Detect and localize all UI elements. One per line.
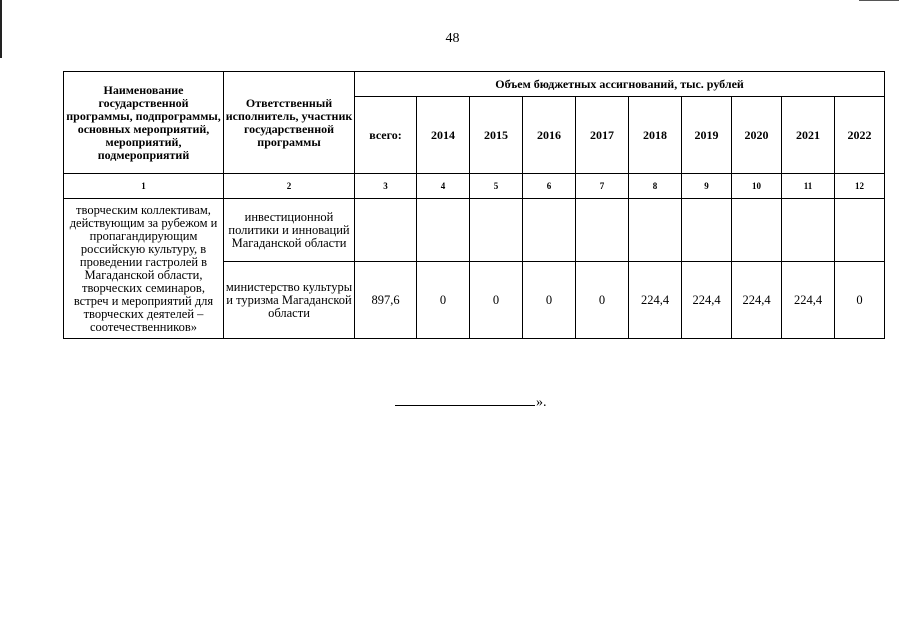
page-number: 48 [445,31,460,46]
header-year: 2018 [629,97,682,174]
scan-top-mark [859,0,899,1]
signature-rule [395,405,535,406]
column-number: 1 [64,174,224,199]
budget-table [63,71,885,339]
column-number: 3 [355,174,417,199]
value-cell [732,199,782,262]
value-cell: 224,4 [682,262,732,339]
value-cell: 224,4 [732,262,782,339]
value-cell: 0 [523,262,576,339]
executor-cell: инвестиционной политики и инноваций Магаданской области [224,199,355,262]
header-year: 2017 [576,97,629,174]
column-number: 10 [732,174,782,199]
closing-line [395,395,547,411]
column-number: 11 [782,174,835,199]
column-number-row [64,174,885,199]
value-cell [835,199,885,262]
value-cell [470,199,523,262]
header-budget-group: Объем бюджетных ассигнований, тыс. рублей [355,72,885,97]
value-cell [576,199,629,262]
header-year: 2020 [732,97,782,174]
value-cell: 897,6 [355,262,417,339]
column-number: 2 [224,174,355,199]
value-cell [355,199,417,262]
header-executor: Ответственный исполнитель, участник государственной программы [224,72,355,174]
value-cell: 0 [470,262,523,339]
header-year: 2015 [470,97,523,174]
closing-mark: ». [536,395,547,410]
header-program-name: Наименование государственной программы, подпрограммы, основных мероприятий, мероприятий, подмероприятий [64,72,224,174]
table-row [64,199,885,262]
column-number: 9 [682,174,732,199]
scan-edge-mark [0,0,2,58]
value-cell: 0 [576,262,629,339]
column-number: 12 [835,174,885,199]
value-cell: 224,4 [629,262,682,339]
program-name-cell: творческим коллективам, действующим за рубежом и пропагандирующим российскую культуру, в проведении гастролей в Магаданской области, творческих семинаров, встреч и мероприятий для творческих деятелей – соотечественников» [64,199,224,339]
value-cell [682,199,732,262]
executor-cell: министерство культуры и туризма Магаданской области [224,262,355,339]
header-year: 2019 [682,97,732,174]
column-number: 4 [417,174,470,199]
value-cell [417,199,470,262]
value-cell [523,199,576,262]
value-cell: 0 [417,262,470,339]
column-number: 5 [470,174,523,199]
value-cell: 224,4 [782,262,835,339]
column-number: 8 [629,174,682,199]
value-cell [782,199,835,262]
value-cell: 0 [835,262,885,339]
header-total: всего: [355,97,417,174]
column-number: 7 [576,174,629,199]
header-year: 2014 [417,97,470,174]
header-year: 2022 [835,97,885,174]
value-cell [629,199,682,262]
header-year: 2021 [782,97,835,174]
header-year: 2016 [523,97,576,174]
column-number: 6 [523,174,576,199]
